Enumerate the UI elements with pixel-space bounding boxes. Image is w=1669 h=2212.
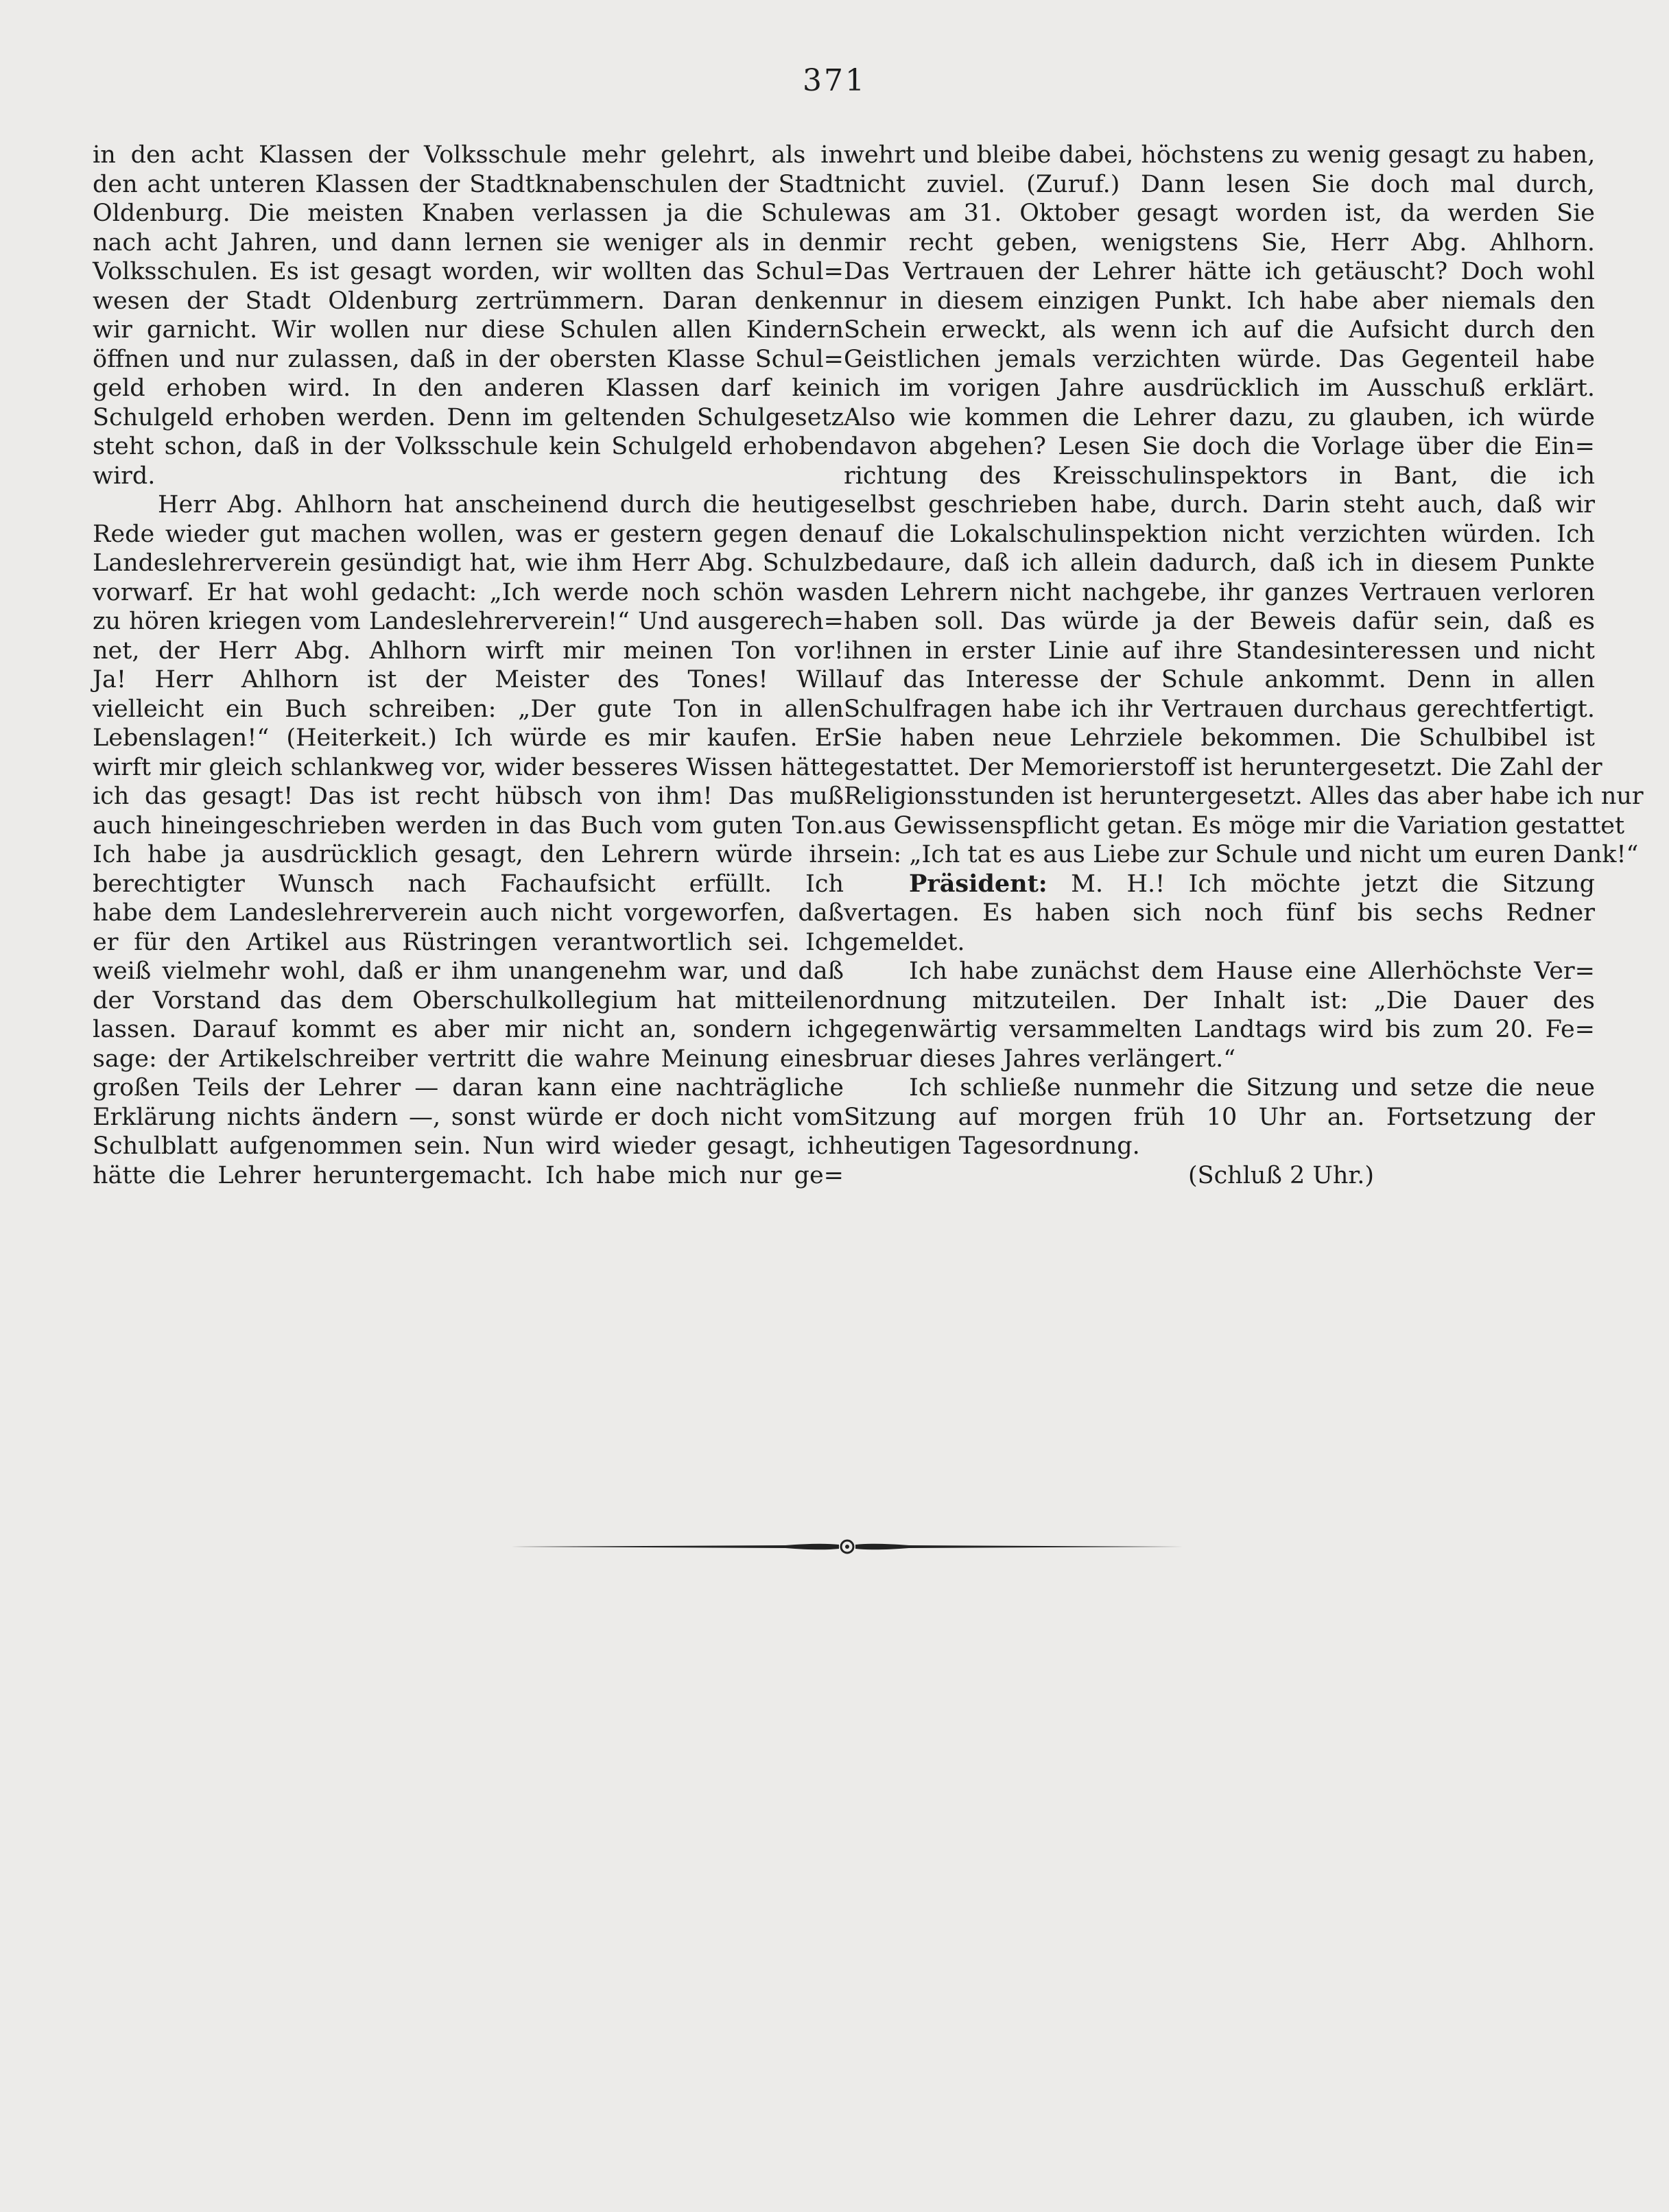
- text-line: Volksschulen. Es ist gesagt worden, wir wollten das Schul=: [93, 258, 844, 285]
- text-line: Also wie kommen die Lehrer dazu, zu glauben, ich würde: [844, 403, 1595, 431]
- text-line: bruar dieses Jahres verlängert.“: [844, 1045, 1236, 1073]
- text-line: was am 31. Oktober gesagt worden ist, da werden Sie: [844, 200, 1595, 227]
- text-line: mir recht geben, wenigstens Sie, Herr Abg. Ahlhorn.: [844, 228, 1595, 257]
- text-line: sage: der Artikelschreiber vertritt die wahre Meinung eines: [93, 1045, 844, 1073]
- text-line: Lebenslagen!“ (Heiterkeit.) Ich würde es mir kaufen. Er: [93, 724, 844, 752]
- text-line: er für den Artikel aus Rüstringen verantwortlich sei. Ich: [93, 928, 844, 956]
- text-line: Sitzung auf morgen früh 10 Uhr an. Fortsetzung der: [844, 1103, 1595, 1131]
- text-line: großen Teils der Lehrer — daran kann eine nachträgliche: [93, 1074, 844, 1102]
- text-line: Schein erweckt, als wenn ich auf die Aufsicht durch den: [844, 316, 1595, 344]
- text-line: nach acht Jahren, und dann lernen sie weniger als in den: [93, 228, 844, 257]
- text-line: haben soll. Das würde ja der Beweis dafür sein, daß es: [844, 608, 1595, 635]
- page-number: 371: [803, 63, 866, 98]
- text-line: ich das gesagt! Das ist recht hübsch von ihm! Das muß: [93, 783, 844, 810]
- text-line: berechtigter Wunsch nach Fachaufsicht erfüllt. Ich: [93, 870, 844, 898]
- text-line: Religionsstunden ist heruntergesetzt. Alles das aber habe ich nur: [844, 783, 1644, 810]
- text-line: richtung des Kreisschulinspektors in Bant, die ich: [844, 462, 1595, 490]
- text-line: Landeslehrerverein gesündigt hat, wie ihm Herr Abg. Schulz: [93, 549, 844, 577]
- text-line: Ich habe zunächst dem Hause eine Allerhöchste Ver=: [909, 958, 1595, 985]
- speaker-label: Präsident:: [909, 869, 1047, 898]
- text-line: gemeldet.: [844, 928, 965, 956]
- text-line: hätte die Lehrer heruntergemacht. Ich habe mich nur ge=: [93, 1161, 844, 1189]
- text-line: vielleicht ein Buch schreiben: „Der gute Ton in allen: [93, 695, 844, 723]
- text-line: auf das Interesse der Schule ankommt. Denn in allen: [844, 666, 1595, 693]
- text-line: wesen der Stadt Oldenburg zertrümmern. Daran denken: [93, 287, 844, 315]
- speaker-text: M. H.! Ich möchte jetzt die Sitzung: [1047, 870, 1595, 898]
- text-line: (Schluß 2 Uhr.): [1187, 1161, 1375, 1189]
- text-line: davon abgehen? Lesen Sie doch die Vorlage über die Ein=: [844, 433, 1595, 460]
- text-line: geld erhoben wird. In den anderen Klassen darf kein: [93, 374, 844, 402]
- text-line: sein: „Ich tat es aus Liebe zur Schule und nicht um euren Dank!“: [844, 841, 1639, 868]
- text-line: Schulfragen habe ich ihr Vertrauen durchaus gerechtfertigt.: [844, 695, 1595, 723]
- text-line: nur in diesem einzigen Punkt. Ich habe aber niemals den: [844, 287, 1595, 315]
- text-line: Geistlichen jemals verzichten würde. Das Gegenteil habe: [844, 345, 1595, 373]
- text-line: wirft mir gleich schlankweg vor, wider besseres Wissen hätte: [93, 753, 844, 781]
- text-line: der Vorstand das dem Oberschulkollegium hat mitteilen: [93, 986, 844, 1014]
- text-line: Ich schließe nunmehr die Sitzung und setze die neue: [909, 1074, 1595, 1102]
- text-line: Schulgeld erhoben werden. Denn im geltenden Schulgesetz: [93, 403, 844, 431]
- text-line: aus Gewissenspflicht getan. Es möge mir die Variation gestattet: [844, 811, 1625, 840]
- text-line: wird.: [93, 462, 156, 490]
- text-line: zu hören kriegen vom Landeslehrerverein!“ Und ausgerech=: [93, 608, 844, 635]
- text-line: gestattet. Der Memorierstoff ist heruntergesetzt. Die Zahl der: [844, 753, 1602, 781]
- text-line: net, der Herr Abg. Ahlhorn wirft mir meinen Ton vor!: [93, 637, 844, 665]
- text-line: steht schon, daß in der Volksschule kein Schulgeld erhoben: [93, 433, 844, 460]
- text-line: Sie haben neue Lehrziele bekommen. Die Schulbibel ist: [844, 724, 1595, 752]
- text-line: heutigen Tagesordnung.: [844, 1132, 1140, 1160]
- text-line: lassen. Darauf kommt es aber mir nicht an, sondern ich: [93, 1016, 844, 1043]
- right-column: [844, 141, 1644, 1190]
- text-line: auch hineingeschrieben werden in das Buch vom guten Ton.: [93, 811, 844, 840]
- text-line: bedaure, daß ich allein dadurch, daß ich in diesem Punkte: [844, 549, 1595, 577]
- text-line: Schulblatt aufgenommen sein. Nun wird wieder gesagt, ich: [93, 1132, 844, 1160]
- text-line: nicht zuviel. (Zuruf.) Dann lesen Sie doch mal durch,: [844, 170, 1595, 198]
- text-line: habe dem Landeslehrerverein auch nicht vorgeworfen, daß: [93, 899, 844, 927]
- text-line: ihnen in erster Linie auf ihre Standesinteressen und nicht: [844, 637, 1595, 665]
- text-line: wir garnicht. Wir wollen nur diese Schulen allen Kindern: [93, 316, 844, 344]
- text-line: vertagen. Es haben sich noch fünf bis sechs Redner: [844, 899, 1595, 927]
- text-line: vorwarf. Er hat wohl gedacht: „Ich werde noch schön was: [93, 578, 844, 606]
- text-line: auf die Lokalschulinspektion nicht verzichten würden. Ich: [844, 520, 1595, 548]
- text-line: ich im vorigen Jahre ausdrücklich im Ausschuß erklärt.: [844, 374, 1595, 402]
- left-column: [93, 141, 844, 1190]
- text-line: selbst geschrieben habe, durch. Darin steht auch, daß wir: [844, 491, 1595, 519]
- text-line: Erklärung nichts ändern —, sonst würde er doch nicht vom: [93, 1103, 844, 1131]
- text-line: [844, 870, 1595, 899]
- text-line: Ich habe ja ausdrücklich gesagt, den Lehrern würde ihr: [93, 841, 844, 868]
- text-line: in den acht Klassen der Volksschule mehr gelehrt, als in: [93, 141, 844, 169]
- ornamental-divider: [511, 1532, 1183, 1562]
- text-line: Das Vertrauen der Lehrer hätte ich getäuscht? Doch wohl: [844, 258, 1595, 285]
- text-line: Ja! Herr Ahlhorn ist der Meister des Tones! Will: [93, 666, 844, 693]
- text-line: öffnen und nur zulassen, daß in der obersten Klasse Schul=: [93, 345, 844, 373]
- text-line: weiß vielmehr wohl, daß er ihm unangenehm war, und daß: [93, 958, 844, 985]
- text-line: ordnung mitzuteilen. Der Inhalt ist: „Die Dauer des: [844, 986, 1595, 1014]
- text-line: den Lehrern nicht nachgebe, ihr ganzes Vertrauen verloren: [844, 578, 1595, 606]
- text-line: Herr Abg. Ahlhorn hat anscheinend durch die heutige: [158, 491, 844, 519]
- text-line: Oldenburg. Die meisten Knaben verlassen ja die Schule: [93, 200, 844, 227]
- text-line: Rede wieder gut machen wollen, was er gestern gegen den: [93, 520, 844, 548]
- text-line: den acht unteren Klassen der Stadtknabenschulen der Stadt: [93, 170, 844, 198]
- text-line: gegenwärtig versammelten Landtags wird bis zum 20. Fe=: [844, 1016, 1595, 1043]
- text-line: wehrt und bleibe dabei, höchstens zu wenig gesagt zu haben,: [844, 141, 1596, 169]
